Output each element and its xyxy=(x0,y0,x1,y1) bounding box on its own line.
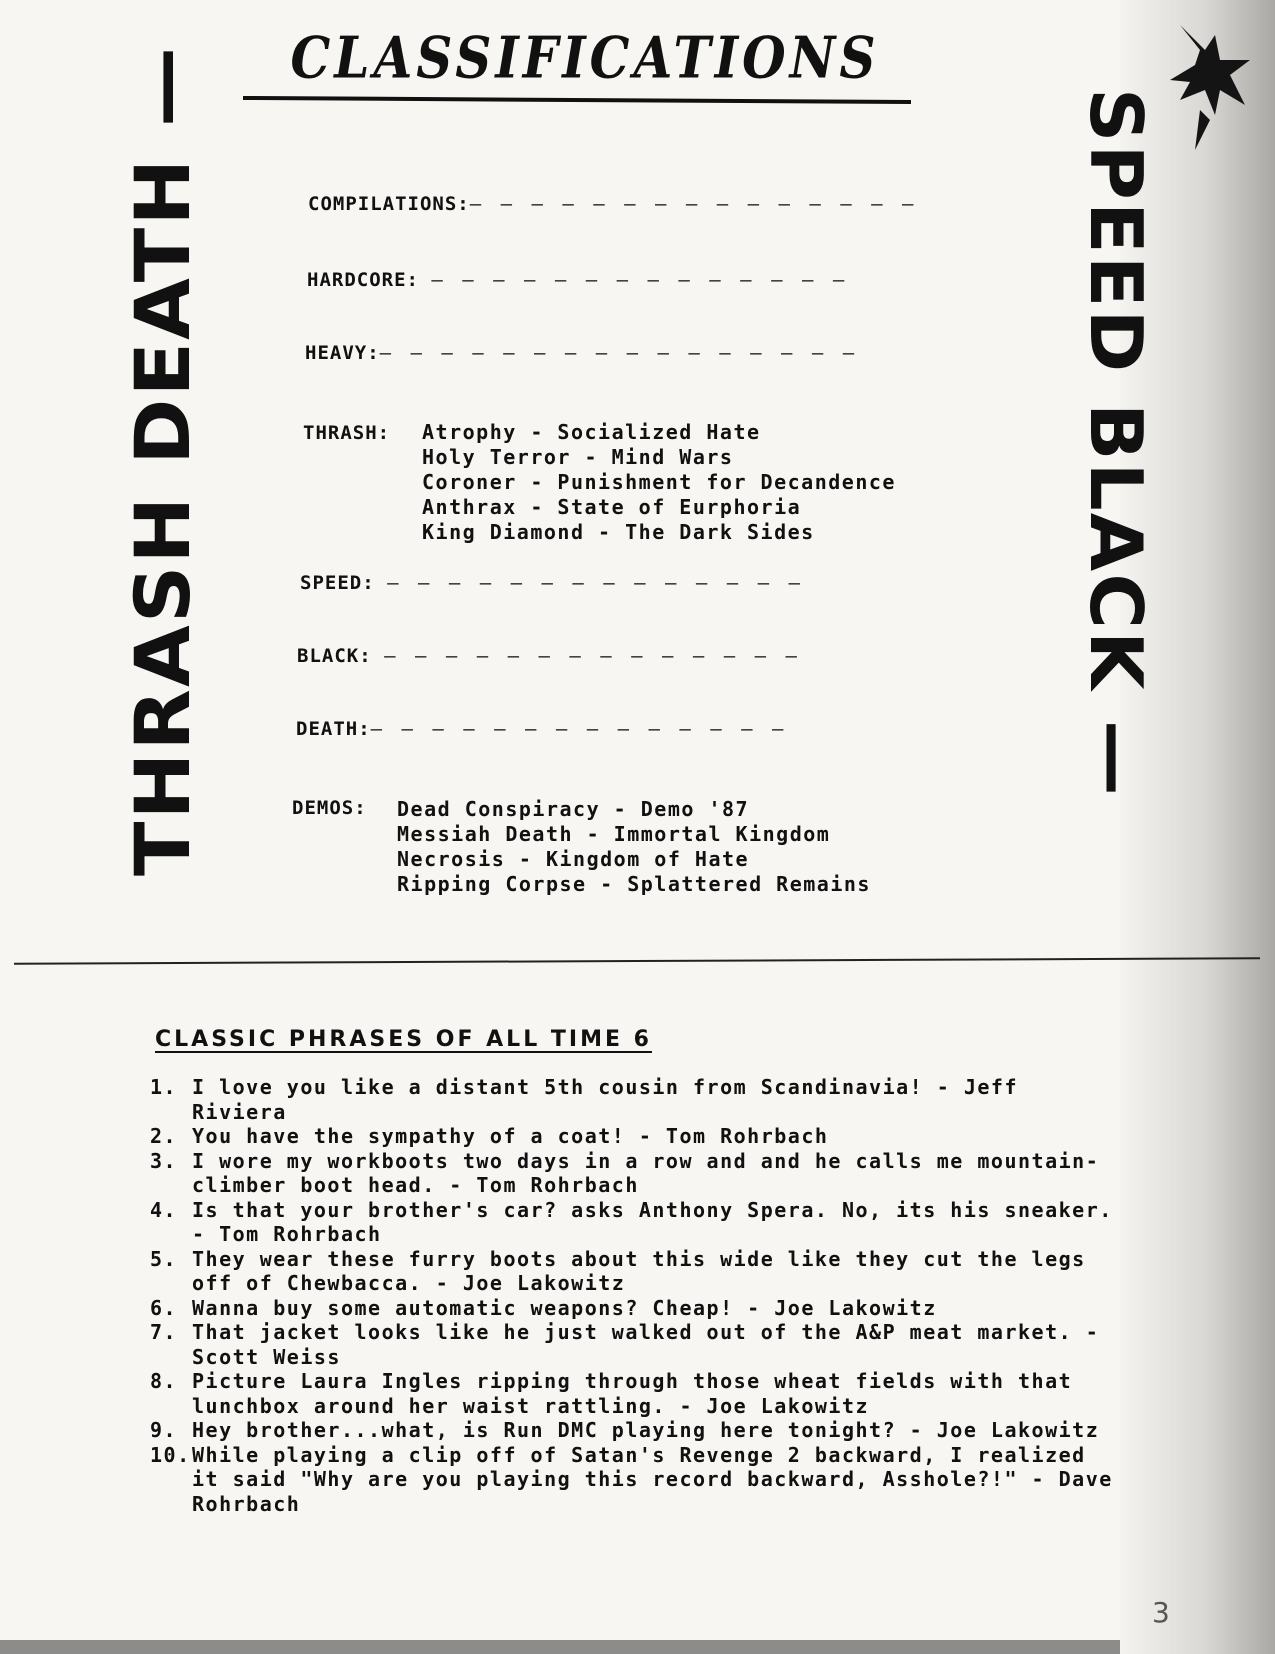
list-item xyxy=(150,1443,1122,1517)
phrase-text: That jacket looks like he just walked out of the A&P meat market. - Scott Weiss xyxy=(192,1320,1100,1369)
class-label: THRASH: xyxy=(303,422,391,444)
class-placeholder-dashes: – – – – – – – – – – – – – – – xyxy=(469,193,918,215)
class-row-hardcore xyxy=(307,269,848,291)
class-placeholder-dashes: – – – – – – – – – – – – – – xyxy=(384,645,801,667)
list-item: Ripping Corpse - Splattered Remains xyxy=(397,872,871,896)
class-placeholder-dashes: – – – – – – – – – – – – – – xyxy=(387,572,804,594)
list-item xyxy=(150,1369,1122,1418)
list-item xyxy=(150,1124,1122,1149)
phrase-number: 8. xyxy=(150,1369,178,1393)
phrase-number: 2. xyxy=(150,1124,178,1148)
class-row-thrash xyxy=(303,422,390,444)
bird-illustration-icon xyxy=(1160,20,1255,160)
list-item xyxy=(150,1149,1122,1198)
phrase-number: 6. xyxy=(150,1295,178,1320)
page-title: CLASSIFICATIONS xyxy=(290,23,880,92)
phrase-number: 9. xyxy=(150,1418,178,1442)
class-label: DEMOS: xyxy=(292,797,367,819)
class-label: DEATH: xyxy=(296,718,371,740)
list-item xyxy=(150,1247,1122,1296)
class-row-demos xyxy=(292,797,367,819)
list-item xyxy=(150,1418,1122,1443)
class-placeholder-dashes: – – – – – – – – – – – – – – xyxy=(431,269,849,291)
class-label: SPEED: xyxy=(300,572,375,594)
handwritten-side-label-left: THRASH DEATH — xyxy=(118,45,207,876)
phrases-section-title: CLASSIC PHRASES OF ALL TIME 6 xyxy=(155,1027,652,1052)
class-row-speed xyxy=(300,572,804,594)
phrase-number: 4. xyxy=(150,1197,178,1222)
list-item xyxy=(150,1198,1122,1247)
phrase-text: Is that your brother's car? asks Anthony Spera. No, its his sneaker. - Tom Rohrbach xyxy=(192,1197,1113,1246)
list-item xyxy=(150,1296,1122,1321)
class-label: HEAVY: xyxy=(305,342,380,364)
class-label: BLACK: xyxy=(297,645,372,667)
thrash-entries xyxy=(422,420,896,545)
class-row-heavy xyxy=(305,342,858,364)
class-placeholder-dashes: – – – – – – – – – – – – – – xyxy=(370,718,788,740)
class-label: COMPILATIONS: xyxy=(308,193,470,215)
list-item: Coroner - Punishment for Decandence xyxy=(422,470,896,494)
list-item: Atrophy - Socialized Hate xyxy=(422,420,761,444)
class-placeholder-dashes: – – – – – – – – – – – – – – – – xyxy=(379,342,859,364)
phrase-text: Hey brother...what, is Run DMC playing here tonight? - Joe Lakowitz xyxy=(192,1418,1100,1442)
class-row-death xyxy=(296,718,788,740)
phrase-text: While playing a clip off of Satan's Revenge 2 backward, I realized it said "Why are you playing this record backward, Asshole?!" - Dave Rohrbach xyxy=(192,1442,1113,1516)
list-item: Necrosis - Kingdom of Hate xyxy=(397,847,750,871)
list-item: Anthrax - State of Eurphoria xyxy=(422,495,802,519)
list-item: Messiah Death - Immortal Kingdom xyxy=(397,822,831,846)
list-item xyxy=(150,1075,1122,1124)
phrase-number: 5. xyxy=(150,1246,178,1271)
phrase-text: Wanna buy some automatic weapons? Cheap! - Joe Lakowitz xyxy=(192,1295,937,1320)
phrase-text: They wear these furry boots about this wide like they cut the legs off of Chewbacca. - Joe Lakowitz xyxy=(192,1246,1086,1295)
phrases-list xyxy=(150,1075,1122,1516)
handwritten-side-label-right: SPEED BLACK — xyxy=(1074,88,1158,798)
class-row-black xyxy=(297,645,801,667)
phrase-number: 3. xyxy=(150,1148,178,1173)
class-row-compilations xyxy=(308,193,917,215)
demos-entries xyxy=(397,797,871,897)
phrase-text: I love you like a distant 5th cousin from Scandinavia! - Jeff Riviera xyxy=(192,1075,1019,1124)
phrase-text: You have the sympathy of a coat! - Tom Rohrbach xyxy=(192,1124,829,1148)
phrase-number: 10. xyxy=(150,1442,191,1467)
phrase-text: I wore my workboots two days in a row and and he calls me mountain-climber boot head. - Tom Rohrbach xyxy=(192,1148,1100,1197)
phrase-number: 1. xyxy=(150,1075,178,1099)
phrase-text: Picture Laura Ingles ripping through those wheat fields with that lunchbox around her waist rattling. - Joe Lakowitz xyxy=(192,1369,1073,1418)
phrase-number: 7. xyxy=(150,1320,178,1344)
list-item: Dead Conspiracy - Demo '87 xyxy=(397,797,750,821)
list-item: Holy Terror - Mind Wars xyxy=(422,445,734,469)
class-label: HARDCORE: xyxy=(307,269,419,291)
list-item xyxy=(150,1320,1122,1369)
list-item: King Diamond - The Dark Sides xyxy=(422,520,815,544)
page-number: 3 xyxy=(1152,1596,1170,1629)
